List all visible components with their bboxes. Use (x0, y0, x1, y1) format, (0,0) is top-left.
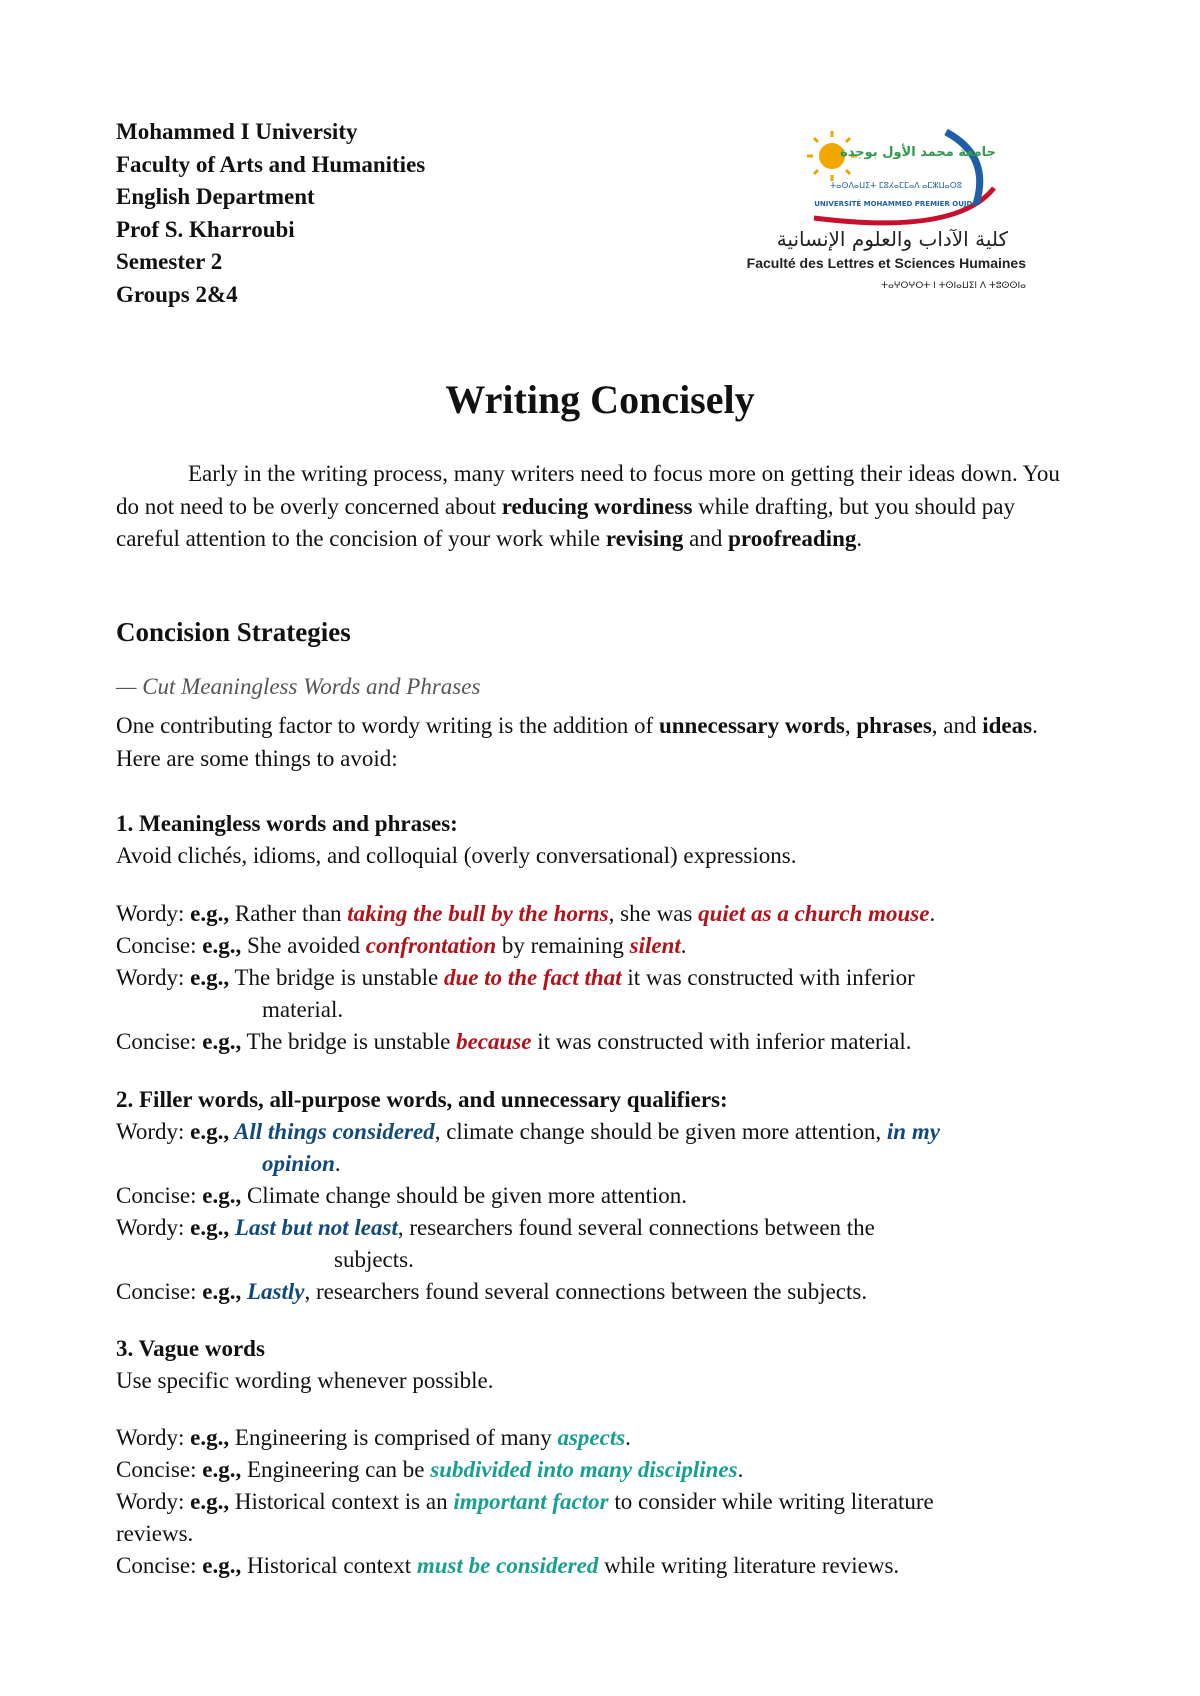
sec1-example-3-cont: material. (262, 997, 344, 1022)
faculty-logo (746, 126, 1118, 322)
document-title: Writing Concisely (445, 377, 755, 422)
university-name: Mohammed I University (116, 119, 358, 144)
sec3-example-3-cont: reviews. (116, 1521, 194, 1546)
logo-french-arc: UNIVERSITÉ MOHAMMED PREMIER OUJDA (814, 200, 978, 208)
sec1-example-4: Concise: e.g., The bridge is unstable because it was constructed with inferior material. (116, 1029, 912, 1054)
strategy-bold-2: phrases (856, 713, 932, 738)
sec2-example-1: Wordy: e.g., All things considered, climate change should be given more attention, in my (116, 1119, 940, 1144)
sec3-example-3: Wordy: e.g., Historical context is an important factor to consider while writing literature (116, 1489, 934, 1514)
intro-bold-proofreading: proofreading (728, 526, 857, 551)
strategy-text-1: One contributing factor to wordy writing is the addition of (116, 713, 659, 738)
strategy-bold-3: ideas (982, 713, 1033, 738)
sec1-example-2: Concise: e.g., She avoided confrontation by remaining silent. (116, 933, 687, 958)
institution-header (116, 116, 425, 311)
sec1-description: Avoid clichés, idioms, and colloquial (overly conversational) expressions. (116, 843, 797, 868)
sec2-example-1-cont: opinion. (262, 1151, 341, 1176)
sec2-example-4: Concise: e.g., Lastly, researchers found several connections between the subjects. (116, 1279, 868, 1304)
intro-text-4: . (856, 526, 863, 551)
strategy-text-4: . Here are some things to avoid: (116, 713, 1038, 771)
sec2-heading: 2. Filler words, all-purpose words, and unnecessary qualifiers: (116, 1087, 728, 1112)
department-name: English Department (116, 184, 315, 209)
professor-name: Prof S. Kharroubi (116, 216, 295, 242)
intro-paragraph (116, 458, 1076, 556)
sec3-example-2: Concise: e.g., Engineering can be subdivided into many disciplines. (116, 1457, 744, 1482)
logo-arc-blue (946, 132, 980, 204)
sec2-example-3-cont: subjects. (334, 1247, 414, 1272)
intro-bold-reducing-wordiness: reducing wordiness (501, 493, 693, 519)
sec3-example-4: Concise: e.g., Historical context must be considered while writing literature reviews. (116, 1553, 900, 1578)
sec1-example-1: Wordy: e.g., Rather than taking the bull by the horns, she was quiet as a church mouse. (116, 901, 936, 926)
intro-bold-revising: revising (605, 526, 684, 551)
sec1-example-3: Wordy: e.g., The bridge is unstable due to the fact that it was constructed with inferior (116, 965, 915, 990)
strategy-subheading: — Cut Meaningless Words and Phrases (116, 674, 481, 699)
logo-french-bottom: Faculté des Lettres et Sciences Humaines (746, 255, 1026, 271)
sec3-description: Use specific wording whenever possible. (116, 1368, 494, 1393)
intro-text-3: and (683, 526, 729, 551)
logo-arabic-top: جامعة محمد الأول بوجدة (840, 145, 996, 160)
sec3-heading: 3. Vague words (116, 1336, 265, 1361)
strategy-text-2: , (844, 713, 857, 738)
logo-tifinagh-top: ⵜⴰⵙⴷⴰⵡⵉⵜ ⵎⵓⵃⴰⵎⵎⴰⴷ ⴰⵎⵣⵡⴰⵔⵓ (830, 181, 962, 190)
strategy-text-3: , and (931, 713, 983, 738)
strategy-bold-1: unnecessary words (658, 713, 845, 738)
sec2-example-3: Wordy: e.g., Last but not least, researchers found several connections between the (116, 1215, 875, 1240)
groups: Groups 2&4 (116, 281, 238, 307)
intro-text-2: while drafting, but you should pay careful attention to the concision of your work while (116, 493, 1016, 551)
sec3-example-1: Wordy: e.g., Engineering is comprised of many aspects. (116, 1425, 631, 1450)
section-heading: Concision Strategies (116, 617, 351, 647)
logo-tifinagh-bottom: ⵜⴰⵖⵔⵖⵔⵜ ⵏ ⵜⵙⵏⴰⵡⵉⵏ ⴷ ⵜⵓⵙⵙⵏⴰ (881, 281, 1026, 291)
sec1-heading: 1. Meaningless words and phrases: (116, 811, 458, 836)
intro-text-1: Early in the writing process, many writers need to focus more on getting their ideas down. You do not need to be overly concerned about (116, 461, 1060, 519)
semester: Semester 2 (116, 249, 223, 274)
sec2-example-2: Concise: e.g., Climate change should be given more attention. (116, 1183, 688, 1208)
strategy-intro (116, 710, 1076, 775)
faculty-name: Faculty of Arts and Humanities (116, 151, 426, 177)
logo-arabic-bottom: كلية الآداب والعلوم الإنسانية (776, 227, 1008, 251)
